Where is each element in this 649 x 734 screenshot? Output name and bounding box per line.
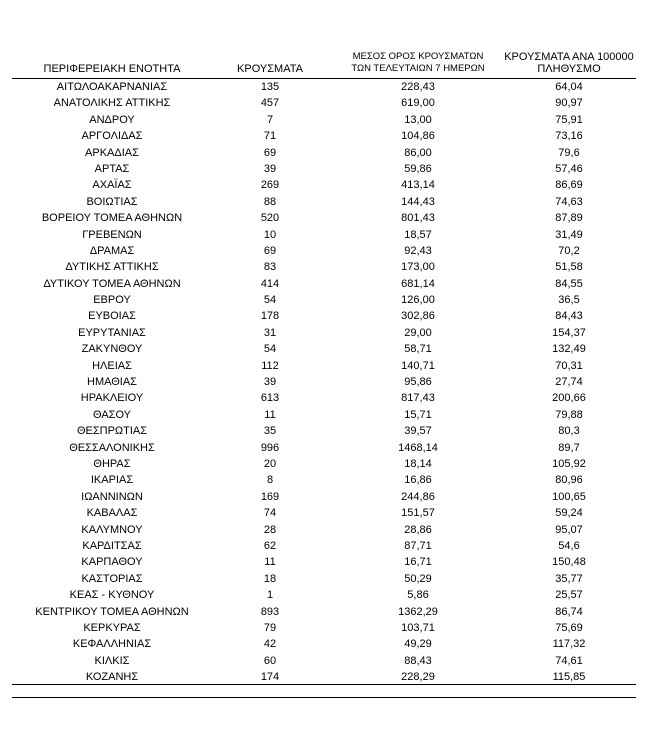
cell-cases: 135 (260, 81, 280, 93)
cell-per100k: 36,5 (558, 294, 580, 307)
cell-per100k: 73,16 (555, 130, 583, 143)
header-cases: ΚΡΟΥΣΜΑΤΑ (237, 63, 303, 75)
cell-region: ΚΕΝΤΡΙΚΟΥ ΤΟΜΕΑ ΑΘΗΝΩΝ (35, 605, 189, 618)
header-avg7-line1: ΜΕΣΟΣ ΟΡΟΣ ΚΡΟΥΣΜΑΤΩΝ (352, 51, 484, 62)
cell-region: ΒΟΙΩΤΙΑΣ (86, 195, 138, 208)
cell-cases: 74 (263, 507, 277, 520)
table-row (12, 276, 636, 292)
cell-avg7: 126,00 (401, 294, 435, 307)
cell-avg7: 13,00 (404, 113, 432, 126)
cell-region: ΕΥΡΥΤΑΝΙΑΣ (78, 326, 146, 339)
bottom-rule (12, 684, 636, 685)
table-row (12, 145, 636, 161)
header-avg7 (338, 51, 498, 75)
table-row (12, 636, 636, 652)
header-per100k-line1: ΚΡΟΥΣΜΑΤΑ ΑΝΑ 100000 (504, 51, 634, 63)
cell-region: ΚΑΡΔΙΤΣΑΣ (82, 539, 142, 552)
cell-cases: 60 (263, 654, 277, 667)
footer-rule (12, 697, 636, 698)
cell-region: ΘΗΡΑΣ (93, 457, 131, 470)
table-row (12, 538, 636, 554)
cell-per100k: 74,63 (555, 195, 583, 208)
cell-per100k: 59,24 (555, 507, 583, 520)
table-row (12, 292, 636, 308)
table-row (12, 407, 636, 423)
cell-cases: 28 (263, 523, 277, 536)
cell-avg7: 1362,29 (398, 605, 438, 618)
cell-avg7: 18,14 (404, 457, 432, 470)
cell-region: ΚΙΛΚΙΣ (94, 654, 130, 667)
cell-region: ΑΡΚΑΔΙΑΣ (85, 146, 139, 159)
cell-cases: 39 (263, 376, 277, 389)
cell-avg7: 5,86 (407, 589, 429, 602)
cases-table (12, 38, 636, 685)
table-row (12, 210, 636, 226)
cell-region: ΑΡΤΑΣ (94, 162, 130, 175)
cell-avg7: 144,43 (401, 195, 435, 208)
cell-cases: 996 (260, 441, 280, 454)
cell-avg7: 59,86 (404, 162, 432, 175)
cell-cases: 457 (260, 97, 280, 110)
cell-cases: 62 (263, 539, 277, 552)
cell-avg7: 801,43 (401, 212, 435, 225)
cell-region: ΗΛΕΙΑΣ (92, 359, 132, 372)
cell-cases: 83 (263, 261, 277, 274)
table-row (12, 194, 636, 210)
cell-avg7: 681,14 (401, 277, 435, 290)
cell-avg7: 58,71 (404, 343, 432, 356)
table-row (12, 112, 636, 128)
cell-per100k: 25,57 (555, 589, 583, 602)
cell-per100k: 90,97 (555, 97, 583, 110)
cell-per100k: 132,49 (552, 343, 586, 356)
cell-region: ΒΟΡΕΙΟΥ ΤΟΜΕΑ ΑΘΗΝΩΝ (41, 212, 183, 225)
cell-avg7: 88,43 (404, 654, 432, 667)
cell-region: ΔΡΑΜΑΣ (89, 244, 135, 257)
cell-per100k: 89,7 (558, 441, 580, 454)
table-row (12, 489, 636, 505)
table-header (12, 38, 636, 79)
cell-region: ΖΑΚΥΝΘΟΥ (81, 343, 143, 356)
cell-per100k: 150,48 (552, 556, 586, 569)
cell-per100k: 86,74 (555, 605, 583, 618)
cell-cases: 269 (260, 179, 280, 192)
cell-per100k: 80,96 (555, 474, 583, 487)
cell-cases: 42 (263, 638, 277, 651)
cell-cases: 88 (263, 195, 277, 208)
table-row (12, 79, 636, 95)
header-per100k (502, 51, 636, 75)
cell-region: ΘΕΣΠΡΩΤΙΑΣ (76, 425, 148, 438)
cell-per100k: 64,04 (555, 81, 583, 93)
cell-per100k: 75,69 (555, 621, 583, 634)
table-row (12, 358, 636, 374)
header-avg7-line2: ΤΩΝ ΤΕΛΕΥΤΑΙΩΝ 7 ΗΜΕΡΩΝ (351, 63, 485, 74)
cell-cases: 69 (263, 244, 277, 257)
cell-cases: 31 (263, 326, 277, 339)
cell-avg7: 302,86 (401, 310, 435, 323)
cell-region: ΕΒΡΟΥ (93, 294, 131, 307)
table-row (12, 571, 636, 587)
cell-region: ΚΕΡΚΥΡΑΣ (83, 621, 141, 634)
cell-per100k: 57,46 (555, 162, 583, 175)
cell-region: ΗΡΑΚΛΕΙΟΥ (80, 392, 144, 405)
cell-avg7: 103,71 (401, 621, 435, 634)
cell-avg7: 817,43 (401, 392, 435, 405)
cell-cases: 613 (260, 392, 280, 405)
table-row (12, 177, 636, 193)
cell-cases: 39 (263, 162, 277, 175)
table-row (12, 95, 636, 111)
cell-cases: 7 (266, 113, 274, 126)
cell-region: ΚΑΛΥΜΝΟΥ (81, 523, 143, 536)
table-row (12, 259, 636, 275)
cell-cases: 8 (266, 474, 274, 487)
cell-avg7: 39,57 (404, 425, 432, 438)
cell-cases: 169 (260, 490, 280, 503)
cell-cases: 35 (263, 425, 277, 438)
table-row (12, 653, 636, 669)
cell-region: ΚΕΦΑΛΛΗΝΙΑΣ (72, 638, 152, 651)
cell-avg7: 619,00 (401, 97, 435, 110)
cell-region: ΚΟΖΑΝΗΣ (85, 671, 139, 684)
table-row (12, 522, 636, 538)
cell-region: ΑΧΑΪΑΣ (92, 179, 132, 192)
cell-per100k: 95,07 (555, 523, 583, 536)
cell-region: ΘΑΣΟΥ (92, 408, 132, 421)
table-row (12, 604, 636, 620)
table-row (12, 227, 636, 243)
table-row (12, 587, 636, 603)
table-row (12, 325, 636, 341)
cell-region: ΙΩΑΝΝΙΝΩΝ (81, 490, 143, 503)
cell-avg7: 228,43 (401, 81, 435, 93)
cell-region: ΙΚΑΡΙΑΣ (90, 474, 134, 487)
table-row (12, 390, 636, 406)
cell-avg7: 18,57 (404, 228, 432, 241)
cell-per100k: 54,6 (558, 539, 580, 552)
cell-cases: 54 (263, 294, 277, 307)
cell-per100k: 100,65 (552, 490, 586, 503)
cell-avg7: 28,86 (404, 523, 432, 536)
cell-avg7: 49,29 (404, 638, 432, 651)
cell-avg7: 151,57 (401, 507, 435, 520)
cell-cases: 10 (263, 228, 277, 241)
cell-region: ΔΥΤΙΚΟΥ ΤΟΜΕΑ ΑΘΗΝΩΝ (43, 277, 181, 290)
cell-region: ΑΝΑΤΟΛΙΚΗΣ ΑΤΤΙΚΗΣ (53, 97, 171, 110)
cell-avg7: 1468,14 (398, 441, 438, 454)
cell-avg7: 95,86 (404, 376, 432, 389)
cell-cases: 178 (260, 310, 280, 323)
cell-per100k: 27,74 (555, 376, 583, 389)
cell-avg7: 86,00 (404, 146, 432, 159)
cell-cases: 414 (260, 277, 280, 290)
cell-cases: 174 (260, 671, 280, 684)
header-per100k-line2: ΠΛΗΘΥΣΜΟ (537, 63, 601, 75)
cell-avg7: 87,71 (404, 539, 432, 552)
cell-per100k: 75,91 (555, 113, 583, 126)
table-row (12, 341, 636, 357)
cell-per100k: 80,3 (558, 425, 580, 438)
cell-region: ΚΑΒΑΛΑΣ (86, 507, 138, 520)
cell-cases: 112 (261, 359, 279, 372)
cell-per100k: 70,2 (558, 244, 580, 257)
cell-per100k: 74,61 (555, 654, 583, 667)
cell-avg7: 16,71 (404, 556, 432, 569)
table-row (12, 554, 636, 570)
cell-per100k: 154,37 (552, 326, 586, 339)
cell-cases: 11 (264, 556, 276, 569)
table-row (12, 128, 636, 144)
cell-per100k: 200,66 (552, 392, 586, 405)
table-row (12, 374, 636, 390)
table-row (12, 161, 636, 177)
cell-region: ΑΝΔΡΟΥ (89, 113, 135, 126)
table-row (12, 308, 636, 324)
cell-region: ΑΙΤΩΛΟΑΚΑΡΝΑΝΙΑΣ (56, 81, 168, 93)
cell-avg7: 104,86 (401, 130, 435, 143)
table-row (12, 505, 636, 521)
cell-per100k: 35,77 (555, 572, 583, 585)
cell-cases: 79 (263, 621, 277, 634)
cell-cases: 11 (264, 408, 276, 421)
cell-region: ΚΕΑΣ - ΚΥΘΝΟΥ (69, 589, 155, 602)
cell-cases: 18 (263, 572, 277, 585)
cell-cases: 520 (260, 212, 280, 225)
cell-region: ΕΥΒΟΙΑΣ (88, 310, 136, 323)
cell-per100k: 105,92 (552, 457, 586, 470)
cell-per100k: 79,6 (558, 146, 580, 159)
cell-cases: 20 (263, 457, 277, 470)
cell-avg7: 244,86 (401, 490, 435, 503)
header-region: ΠΕΡΙΦΕΡΕΙΑΚΗ ΕΝΟΤΗΤΑ (43, 63, 181, 75)
cell-per100k: 84,43 (555, 310, 583, 323)
cell-cases: 69 (263, 146, 277, 159)
cell-avg7: 413,14 (401, 179, 435, 192)
cell-per100k: 86,69 (555, 179, 583, 192)
table-row (12, 669, 636, 685)
table-row (12, 440, 636, 456)
cell-cases: 1 (266, 589, 274, 602)
cell-region: ΓΡΕΒΕΝΩΝ (82, 228, 142, 241)
cell-region: ΗΜΑΘΙΑΣ (87, 376, 137, 389)
cell-per100k: 51,58 (555, 261, 583, 274)
cell-per100k: 115,85 (552, 671, 586, 684)
cell-per100k: 79,88 (555, 408, 583, 421)
cell-cases: 893 (260, 605, 280, 618)
cell-avg7: 29,00 (404, 326, 432, 339)
table-row (12, 423, 636, 439)
cell-avg7: 15,71 (404, 408, 432, 421)
cell-per100k: 84,55 (555, 277, 583, 290)
cell-region: ΚΑΣΤΟΡΙΑΣ (81, 572, 143, 585)
cell-avg7: 92,43 (404, 244, 432, 257)
cell-cases: 71 (263, 130, 277, 143)
cell-region: ΑΡΓΟΛΙΔΑΣ (81, 130, 143, 143)
cell-avg7: 50,29 (404, 572, 432, 585)
cell-avg7: 140,71 (401, 359, 435, 372)
table-row (12, 243, 636, 259)
table-row (12, 472, 636, 488)
cell-per100k: 87,89 (555, 212, 583, 225)
cell-per100k: 70,31 (555, 359, 583, 372)
cell-avg7: 16,86 (404, 474, 432, 487)
table-row (12, 456, 636, 472)
table-body (12, 79, 636, 685)
cell-per100k: 117,32 (552, 638, 586, 651)
cell-region: ΔΥΤΙΚΗΣ ΑΤΤΙΚΗΣ (65, 261, 159, 274)
cell-region: ΘΕΣΣΑΛΟΝΙΚΗΣ (69, 441, 155, 454)
cell-avg7: 228,29 (401, 671, 435, 684)
cell-region: ΚΑΡΠΑΘΟΥ (81, 556, 143, 569)
cell-avg7: 173,00 (401, 261, 435, 274)
cell-cases: 54 (263, 343, 277, 356)
cell-per100k: 31,49 (555, 228, 583, 241)
table-row (12, 620, 636, 636)
